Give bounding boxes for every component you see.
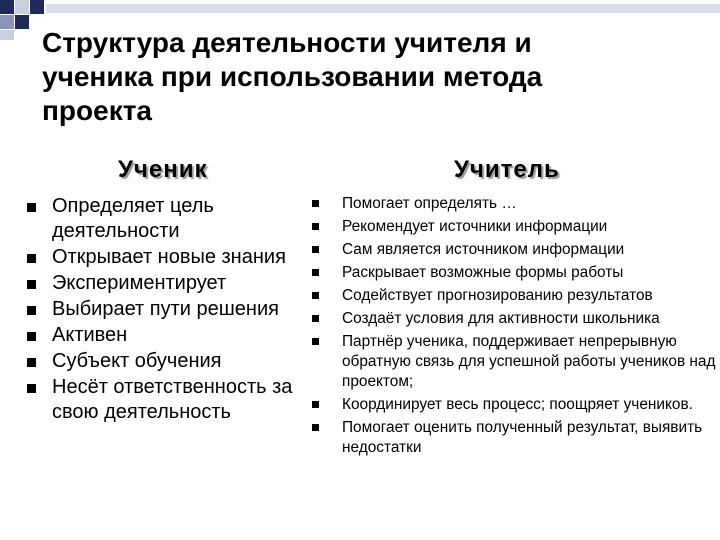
bullet-icon — [312, 269, 319, 276]
bullet-icon — [27, 358, 36, 367]
student-item-text: Экспериментирует — [52, 272, 227, 294]
bullet-icon — [312, 338, 319, 345]
deco-square-light — [15, 0, 29, 14]
student-item-text: Определяет цель деятельности — [52, 195, 214, 242]
student-item — [22, 297, 312, 322]
teacher-item — [306, 418, 718, 458]
student-heading: Ученик — [118, 156, 208, 183]
deco-stripe — [46, 4, 720, 13]
bullet-icon — [312, 315, 319, 322]
teacher-item-text: Помогает определять … — [342, 195, 517, 212]
teacher-item — [306, 332, 718, 392]
bullet-icon — [312, 223, 319, 230]
teacher-item — [306, 309, 718, 329]
teacher-item-text: Сам является источником информации — [342, 241, 625, 258]
title-line: Структура деятельности учителя и — [42, 27, 532, 58]
bullet-icon — [312, 292, 319, 299]
teacher-item-text: Помогает оценить полученный результат, выявить недостатки — [342, 419, 703, 456]
student-item — [22, 245, 312, 270]
bullet-icon — [312, 401, 319, 408]
teacher-list — [306, 194, 718, 461]
teacher-heading: Учитель — [454, 156, 560, 183]
student-item-text: Открывает новые знания — [52, 246, 286, 268]
teacher-item — [306, 240, 718, 260]
bullet-icon — [312, 200, 319, 207]
bullet-icon — [27, 280, 36, 289]
student-item — [22, 194, 312, 244]
student-item — [22, 271, 312, 296]
bullet-icon — [312, 424, 319, 431]
teacher-item — [306, 286, 718, 306]
teacher-item-text: Рекомендует источники информации — [342, 218, 608, 235]
teacher-item-text: Создаёт условия для активности школьника — [342, 310, 660, 327]
bullet-icon — [27, 306, 36, 315]
student-item — [22, 375, 312, 425]
teacher-item-text: Партнёр ученика, поддерживает непрерывную обратную связь для успешной работы учеников над проектом; — [342, 333, 716, 390]
bullet-icon — [27, 254, 36, 263]
slide-title — [42, 26, 662, 128]
deco-square-light — [0, 30, 14, 40]
student-item-text: Активен — [52, 324, 128, 346]
student-item — [22, 323, 312, 348]
student-item — [22, 349, 312, 374]
bullet-icon — [27, 332, 36, 341]
teacher-item-text: Координирует весь процесс; поощряет учеников. — [342, 396, 693, 413]
teacher-item-text: Содействует прогнозированию результатов — [342, 287, 653, 304]
deco-square-dark — [30, 0, 44, 14]
deco-square-dark — [15, 15, 29, 29]
bullet-icon — [27, 203, 36, 212]
teacher-item — [306, 194, 718, 214]
student-item-text: Выбирает пути решения — [52, 298, 279, 320]
student-item-text: Субъект обучения — [52, 350, 222, 372]
bullet-icon — [27, 384, 36, 393]
teacher-item — [306, 217, 718, 237]
deco-square-dark — [0, 0, 14, 14]
teacher-item-text: Раскрывает возможные формы работы — [342, 264, 624, 281]
bullet-icon — [312, 246, 319, 253]
title-line: ученика при использовании метода — [42, 61, 543, 92]
teacher-item — [306, 263, 718, 283]
title-line: проекта — [42, 95, 152, 126]
student-list — [22, 194, 312, 426]
deco-square-mid — [0, 15, 14, 29]
teacher-item — [306, 395, 718, 415]
student-item-text: Несёт ответственность за свою деятельность — [52, 376, 293, 423]
